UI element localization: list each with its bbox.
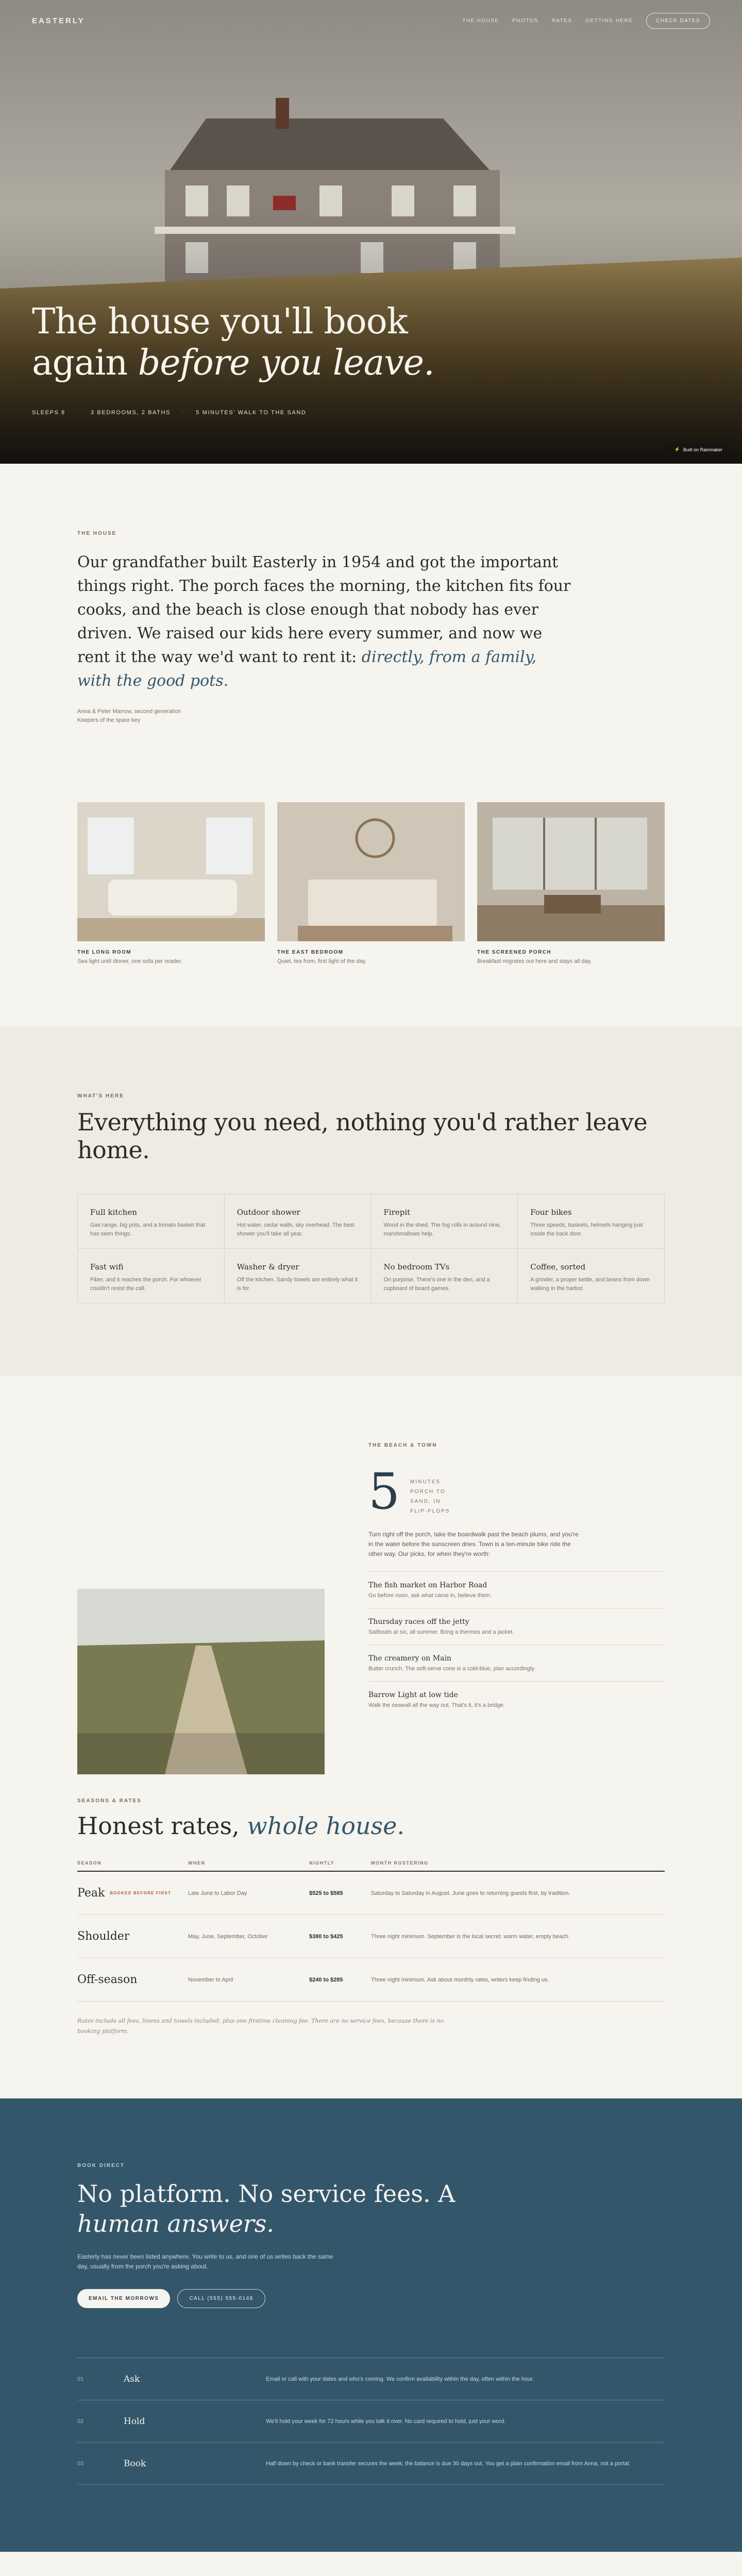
amenities-grid [77,1194,665,1303]
house-rules-section [0,2552,742,2576]
amenity-item: Washer & dryer Off the kitchen. Sandy towels are entirely what it is for. [225,1249,372,1303]
nav-link-getting-here[interactable]: GETTING HERE [585,18,633,24]
long-room-photo [77,802,265,941]
rates-eyebrow: SEASONS & RATES [77,1798,142,1804]
boardwalk-photo [77,1589,325,1774]
built-on-badge[interactable]: ⚡ Built on Rainmaker [669,444,728,455]
table-row: Shoulder May, June, September, October $380 to $425 Three night minimum. September is the local secret: warm water, empty beach. [77,1915,665,1958]
hero-facts: SLEEPS 8 · 3 BEDROOMS, 2 BATHS · 5 MINUTES' WALK TO THE SAND [32,410,307,416]
list-item: Barrow Light at low tide Walk the seawall all the way out. That's it, it's a bridge. [368,1681,665,1718]
rates-header: SEASON WHEN NIGHTLY MONTH ROSTERING [77,1860,665,1872]
room-card-east-bedroom[interactable]: THE EAST BEDROOM Quiet, tea from, first light of the day. [277,802,465,964]
amenity-item: Fast wifi Fiber, and it reaches the porch. For whoever couldn't resist the call. [78,1249,225,1303]
local-picks [368,1571,665,1718]
room-card-screened-porch[interactable]: THE SCREENED PORCH Breakfast migrates out here and stays all day. [477,802,665,964]
room-card-long-room[interactable]: THE LONG ROOM Sea light until dinner, one sofa per reader. [77,802,265,964]
list-item: 03 Book Half down by check or bank transfer secures the week; the balance is due 30 days out. You get a plain confirmation email from Anna, not a portal. [77,2443,665,2485]
book-title: No platform. No service fees. A human answers. [77,2180,456,2238]
amenities-section [0,1026,742,1376]
bolt-icon: ⚡ [674,447,680,452]
rates-note: Rates include all fees, linens and towels included, plus one firstime cleaning fee. There are no service fees, because there is no booking platform. [77,2018,444,2035]
hero-title: The house you'll book again before you leave. [32,301,434,383]
list-item: 01 Ask Email or call with your dates and who's coming. We confirm availability within the day, often within the hour. [77,2358,665,2400]
table-row: Off-season November to April $240 to $285 Three night minimum. Ask about monthly rates, writers keep finding us. [77,1958,665,2002]
fact-walk: 5 MINUTES' WALK TO THE SAND [196,410,307,416]
east-bedroom-photo [277,802,465,941]
amenities-title: Everything you need, nothing you'd rather leave home. [77,1108,648,1164]
photo-gallery [0,787,742,1026]
nav-link-rates[interactable]: RATES [551,18,572,24]
list-item: The creamery on Main Butter crunch. The soft-serve cone is a cold-blue, plan accordingly. [368,1645,665,1681]
book-eyebrow: BOOK DIRECT [77,2163,125,2168]
amenity-item: Outdoor shower Hot water, cedar walls, sky overhead. The best shower you'll take all year. [225,1194,372,1249]
rates-section [0,1793,742,2098]
amenities-eyebrow: WHAT'S HERE [77,1093,124,1099]
status-badge: BOOKED BEFORE FIRST [110,1891,172,1895]
amenity-item: No bedroom TVs On purpose. There's one in the den, and a cupboard of board games. [372,1249,518,1303]
rates-table [77,1860,665,2002]
list-item: Thursday races off the jetty Sailboats at six, all summer. Bring a thermos and a jacket. [368,1608,665,1645]
list-item: 02 Hold We'll hold your week for 72 hours while you talk it over. No card required to hold, just your word. [77,2400,665,2443]
story-text: Our grandfather built Easterly in 1954 and got the important things right. The porch faces the morning, the kitchen fits four cooks, and the beach is close enough that nobody has ever driven. We raised our kids here every summer, and now we rent it the way we'd want to rent it: directly, from a family, with the good pots. [77,553,571,690]
fact-bedrooms: 3 BEDROOMS, 2 BATHS [91,410,171,416]
amenity-item: Full kitchen Gas range, big pots, and a tomato basket that has seen things. [78,1194,225,1249]
call-button[interactable]: CALL (555) 555-0148 [177,2289,265,2308]
list-item: The fish market on Harbor Road Go before noon, ask what came in, believe them. [368,1571,665,1608]
logo[interactable]: EASTERLY [32,16,85,25]
book-lede: Easterly has never been listed anywhere. You write to us, and one of us writes back the same day, usually from the porch you're asking about. [77,2253,333,2270]
fact-sleeps: SLEEPS 8 [32,410,65,416]
book-direct-section [0,2098,742,2552]
rates-title: Honest rates, whole house. [77,1812,405,1840]
nav-link-photos[interactable]: PHOTOS [512,18,538,24]
beach-eyebrow: THE BEACH & TOWN [368,1443,437,1448]
story-section [0,464,742,787]
hero [0,0,742,464]
walk-time: 5 MINUTES PORCH TO SAND, IN FLIP-FLOPS [368,1463,450,1520]
table-row: Peak BOOKED BEFORE FIRST Late June to Labor Day $525 to $585 Saturday to Saturday in August. June goes to returning guests first, by tradition. [77,1872,665,1915]
booking-steps [77,2358,665,2485]
amenity-item: Four bikes Three speeds, baskets, helmets hanging just inside the back door. [518,1194,665,1249]
story-signature: Anna & Peter Marrow, second generation Keepers of the spare key [77,708,181,723]
story-eyebrow: THE HOUSE [77,531,117,536]
beach-desc: Turn right off the porch, take the boardwalk past the beach plums, and you're in the water before the sunscreen dries. Town is a ten-minute bike ride the other way. Our picks, for when they're worth: [368,1531,579,1557]
screened-porch-photo [477,802,665,941]
check-dates-button[interactable]: CHECK DATES [646,13,710,29]
nav-link-the-house[interactable]: THE HOUSE [462,18,499,24]
top-nav [0,0,742,41]
amenity-item: Firepit Wood in the shed. The fog rolls in around nine, marshmallows help. [372,1194,518,1249]
hero-house-image [0,0,742,464]
amenity-item: Coffee, sorted A grinder, a proper kettle, and beans from down walking in the harbor. [518,1249,665,1303]
email-button[interactable]: EMAIL THE MORROWS [77,2289,170,2308]
beach-section [0,1376,742,1793]
